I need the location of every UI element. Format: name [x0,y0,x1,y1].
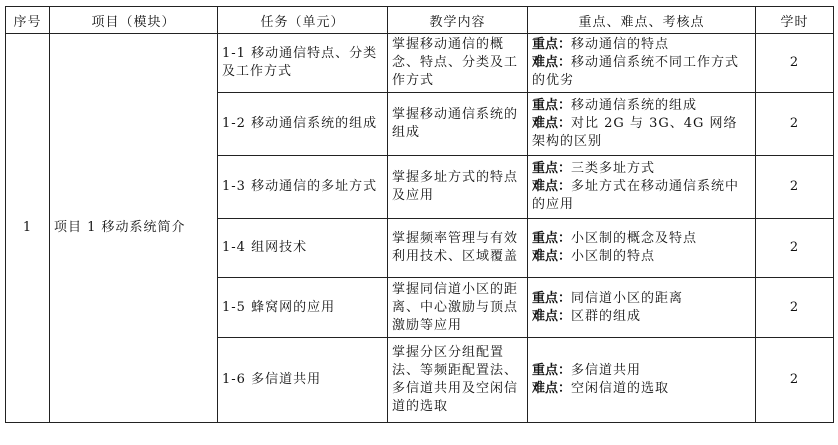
key-text: 小区制的概念及特点 [571,231,698,246]
header-seq: 序号 [6,7,50,34]
course-table [5,6,834,423]
content-cell: 掌握分区分组配置法、等频距配置法、多信道共用及空闲信道的选取 [388,338,528,423]
difficulty-text: 多址方式在移动通信系统中的应用 [532,179,740,212]
table-row [6,34,834,93]
task-cell: 1-2 移动通信系统的组成 [218,93,388,156]
content-cell: 掌握同信道小区的距离、中心激励与顶点激励等应用 [388,278,528,338]
key-label: 重点： [532,161,572,176]
keypoints-cell [528,278,756,338]
hours-cell: 2 [756,338,834,423]
key-label: 重点： [532,290,572,306]
key-label: 重点： [532,231,572,246]
key-text: 移动通信的特点 [571,37,670,52]
header-content: 教学内容 [388,7,528,34]
key-text: 同信道小区的距离 [571,290,684,306]
difficulty-label: 难点： [532,381,572,396]
hours-cell: 2 [756,219,834,278]
difficulty-label: 难点： [532,249,572,264]
key-label: 重点： [532,98,572,113]
project-cell: 项目 1 移动系统简介 [50,34,218,423]
header-row [6,7,834,34]
difficulty-label: 难点： [532,179,572,194]
task-cell: 1-3 移动通信的多址方式 [218,156,388,219]
content-cell: 掌握频率管理与有效利用技术、区域覆盖 [388,219,528,278]
task-cell: 1-1 移动通信特点、分类及工作方式 [218,34,388,93]
task-cell: 1-6 多信道共用 [218,338,388,423]
header-project: 项目（模块） [50,7,218,34]
difficulty-label: 难点： [532,308,572,324]
header-task: 任务（单元） [218,7,388,34]
content-cell: 掌握移动通信系统的组成 [388,93,528,156]
key-text: 多信道共用 [571,363,642,378]
keypoints-cell [528,156,756,219]
keypoints-cell [528,219,756,278]
content-cell: 掌握多址方式的特点及应用 [388,156,528,219]
difficulty-text: 移动通信系统不同工作方式的优劣 [532,55,740,88]
key-text: 移动通信系统的组成 [571,98,698,113]
key-label: 重点： [532,37,572,52]
header-key-points: 重点、难点、考核点 [528,7,756,34]
hours-cell: 2 [756,93,834,156]
task-cell: 1-5 蜂窝网的应用 [218,278,388,338]
content-cell: 掌握移动通信的概念、特点、分类及工作方式 [388,34,528,93]
hours-cell: 2 [756,156,834,219]
difficulty-label: 难点： [532,116,572,131]
keypoints-cell [528,34,756,93]
difficulty-text: 对比 2G 与 3G、4G 网络架构的区别 [532,116,738,149]
difficulty-text: 小区制的特点 [571,249,656,264]
keypoints-cell [528,338,756,423]
key-label: 重点： [532,363,572,378]
seq-cell: 1 [6,34,50,423]
difficulty-label: 难点： [532,55,572,70]
keypoints-cell [528,93,756,156]
hours-cell: 2 [756,278,834,338]
task-cell: 1-4 组网技术 [218,219,388,278]
difficulty-text: 空闲信道的选取 [571,381,670,396]
difficulty-text: 区群的组成 [571,308,642,324]
hours-cell: 2 [756,34,834,93]
key-text: 三类多址方式 [571,161,656,176]
header-hours: 学时 [756,7,834,34]
